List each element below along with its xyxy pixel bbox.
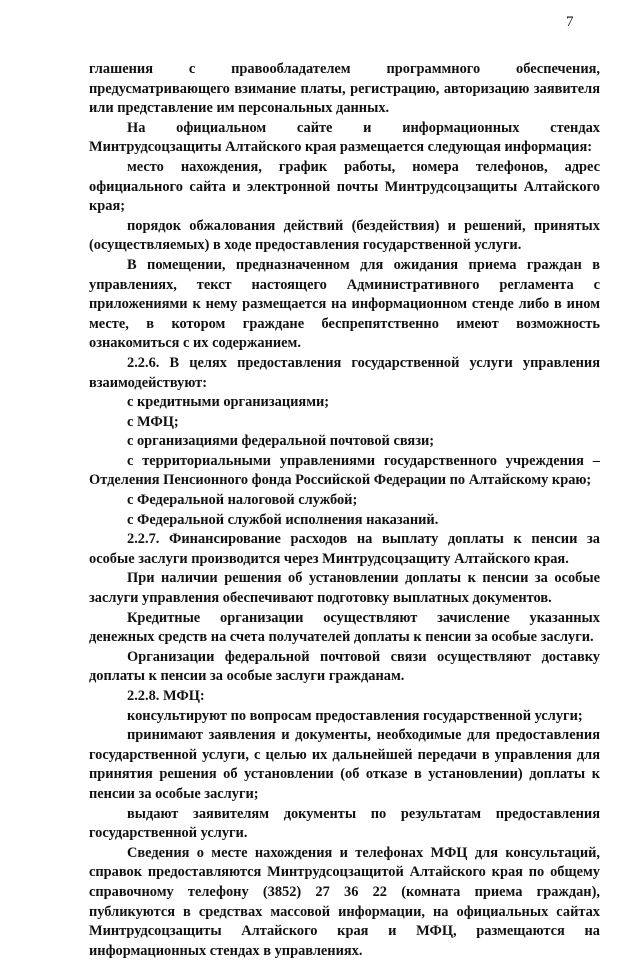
paragraph: При наличии решения об установлении доплаты к пенсии за особые заслуги управления обеспечивают подготовку выплатных документов. [89,570,600,607]
section-2-2-7: 2.2.7. Финансирование расходов на выплату доплаты к пенсии за особые заслуги производится через Минтрудсоцзащиту Алтайского края. [89,531,600,567]
paragraph: порядок обжалования действий (бездействия) и решений, принятых (осуществляемых) в ходе предоставления государственной услуги. [89,217,600,254]
paragraph: глашения с правообладателем программного обеспечения, предусматривающего взимание платы, регистрацию, авторизацию заявителя или представление им персональных данных. [89,61,600,117]
list-item: с организациями федеральной почтовой связи; [127,433,435,450]
paragraph: В помещении, предназначенном для ожидания приема граждан в управлениях, текст настоящего Административного регламента с приложениями к нему размещается на информационном стенде либо в ином месте, в котором граждане беспрепятственно имеют возможность ознакомиться с их содержанием. [89,256,600,352]
paragraph: На официальном сайте и информационных стендах Минтрудсоцзащиты Алтайского края размещается следующая информация: [89,119,600,156]
document-body [89,60,600,961]
list-item: принимают заявления и документы, необходимые для предоставления государственной услуги, с целью их дальнейшей передачи в управления для принятия решения об установлении (об отказе в установлении) доплаты к пенсии за особые заслуги; [89,727,600,802]
list-item: с Федеральной налоговой службой; [127,492,358,509]
paragraph: Сведения о месте нахождения и телефонах МФЦ для консультаций, справок предоставляются Минтрудсоцзащитой Алтайского края по общему справочному телефону (3852) 27 36 22 (комната приема граждан), публикуются в средствах массовой информации, на официальных сайтах Минтрудсоцзащиты Алтайского края и МФЦ, размещаются на информационных стендах в управлениях. [89,844,600,959]
list-item: с МФЦ; [127,413,179,430]
section-2-2-6: 2.2.6. В целях предоставления государственной услуги управления взаимодействуют: [89,354,600,391]
section-2-2-8: 2.2.8. МФЦ: [127,688,205,704]
paragraph: Кредитные организации осуществляют зачисление указанных денежных средств на счета получателей доплаты к пенсии за особые заслуги. [89,609,600,646]
page-number: 7 [566,14,574,30]
list-item: консультируют по вопросам предоставления государственной услуги; [127,707,583,724]
paragraph: Организации федеральной почтовой связи осуществляют доставку доплаты к пенсии за особые заслуги гражданам. [89,648,600,685]
list-item: с территориальными управлениями государственного учреждения – Отделения Пенсионного фонда Российской Федерации по Алтайскому краю; [89,452,600,489]
list-item: с кредитными организациями; [127,394,330,411]
list-item: с Федеральной службой исполнения наказаний. [127,511,439,528]
paragraph: место нахождения, график работы, номера телефонов, адрес официального сайта и электронной почты Минтрудсоцзащиты Алтайского края; [89,158,600,215]
list-item: выдают заявителям документы по результатам предоставления государственной услуги. [89,805,600,842]
